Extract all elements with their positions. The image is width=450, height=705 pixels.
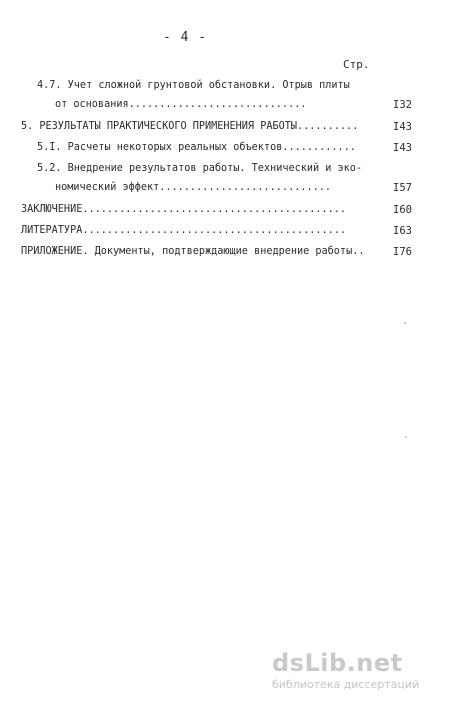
toc-entry-page: I43 (393, 142, 412, 154)
watermark-logo: dsLib.net (272, 649, 403, 677)
toc-entry-page: I60 (393, 204, 412, 216)
toc-entry-page: I32 (393, 99, 412, 111)
toc-entry-page: I76 (393, 246, 412, 258)
scan-speck (405, 436, 407, 438)
toc-entry-text: 5. РЕЗУЛЬТАТЫ ПРАКТИЧЕСКОГО ПРИМЕНЕНИЯ РАБОТЫ.......... (21, 121, 359, 132)
toc-entry-text: номический эффект............................ (55, 182, 332, 193)
toc-entry-text: от основания............................. (55, 99, 307, 110)
toc-entry-text: ЗАКЛЮЧЕНИЕ........................................... (21, 204, 347, 215)
toc-entry-text: 5.I. Расчеты некоторых реальных объектов............ (37, 142, 356, 153)
toc-entry-page: I43 (393, 121, 412, 133)
toc-entry-text: 5.2. Внедрение результатов работы. Технический и эко- (37, 163, 363, 174)
toc-entry-page: I57 (393, 182, 412, 194)
watermark-tagline: библиотека диссертаций (272, 678, 420, 691)
toc-entry-text: 4.7. Учет сложной грунтовой обстановки. Отрыв плиты (37, 80, 350, 91)
toc-entry-page: I63 (393, 225, 412, 237)
page-column-header: Стр. (343, 58, 370, 71)
page-number: - 4 - (162, 30, 208, 45)
toc-entry-text: ЛИТЕРАТУРА........................................... (21, 225, 347, 236)
watermark (272, 650, 442, 692)
toc-entry-text: ПРИЛОЖЕНИЕ. Документы, подтверждающие внедрение работы.. (21, 246, 365, 257)
scan-speck (404, 322, 406, 324)
